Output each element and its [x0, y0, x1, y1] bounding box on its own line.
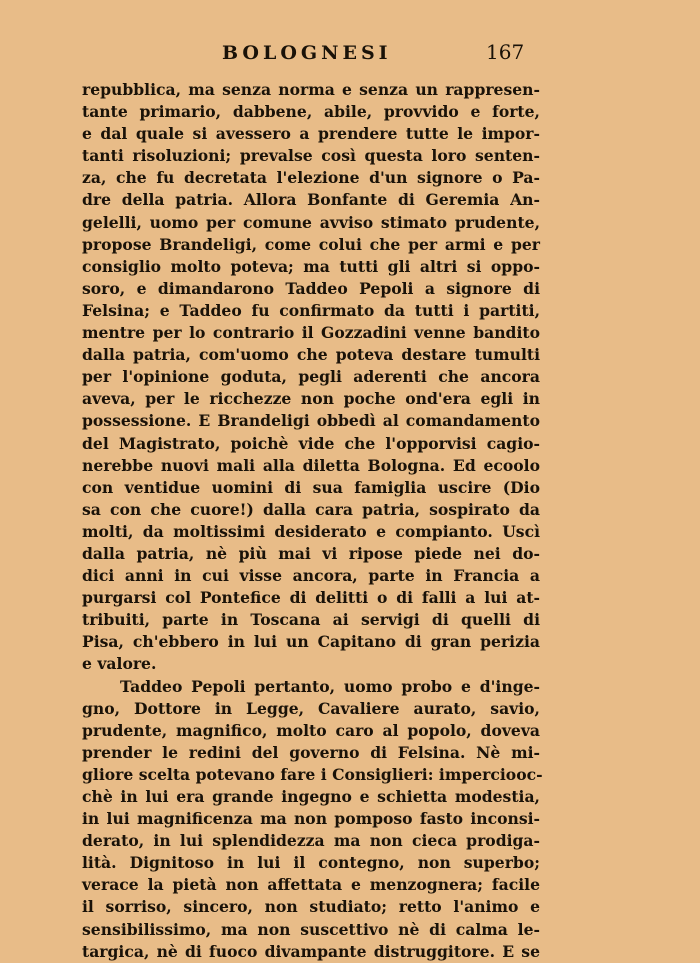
text-line: gliore scelta potevano fare i Consiglieri: imperciooc- — [82, 764, 543, 784]
text-line: Felsina; e Taddeo fu confirmato da tutti i partiti, — [82, 300, 540, 320]
text-line: e valore. — [82, 654, 157, 674]
text-line: prudente, magnifico, molto caro al popolo, doveva — [82, 720, 540, 740]
text-line: in lui magnificenza ma non pomposo fasto inconsi- — [82, 809, 540, 829]
text-line: e dal quale si avessero a prendere tutte le impor- — [82, 124, 540, 144]
text-line: molti, da moltissimi desiderato e compianto. Uscì — [82, 521, 540, 541]
text-line: chè in lui era grande ingegno e schietta modestia, — [82, 787, 540, 806]
text-line: tante primario, dabbene, abile, provvido e forte, — [82, 102, 540, 122]
text-line: soro, e dimandarono Taddeo Pepoli a signore di — [82, 278, 540, 298]
text-line: mentre per lo contrario il Gozzadini venne bandito — [82, 323, 540, 343]
text-line: purgarsi col Pontefice di delitti o di falli a lui at- — [82, 588, 540, 608]
text-line: gelelli, uomo per comune avviso stimato prudente, — [82, 212, 540, 232]
text-line: con ventidue uomini di sua famiglia uscire (Dio — [82, 477, 540, 497]
text-line: il sorriso, sincero, non studiato; retto l'animo e — [82, 897, 540, 917]
text-line: targica, nè di fuoco divampante distruggitore. E se — [82, 941, 540, 961]
text-line: verace la pietà non affettata e menzognera; facile — [82, 875, 540, 895]
text-line: lità. Dignitoso in lui il contegno, non superbo; — [82, 853, 540, 873]
text-line: sa con che cuore!) dalla cara patria, sospirato da — [82, 499, 540, 519]
text-line: dalla patria, nè più mai vi ripose piede nei do- — [82, 543, 540, 563]
text-line: prender le redini del governo di Felsina. Nè mi- — [82, 742, 540, 762]
paragraph — [82, 79, 540, 676]
text-line: Taddeo Pepoli pertanto, uomo probo e d'inge- — [120, 676, 540, 696]
text-line: del Magistrato, poichè vide che l'opporvisi cagio- — [82, 433, 540, 453]
text-line: za, che fu decretata l'elezione d'un signore o Pa- — [82, 168, 540, 188]
text-line: Pisa, ch'ebbero in lui un Capitano di gran perizia — [82, 632, 540, 652]
text-line: tanti risoluzioni; prevalse così questa loro senten- — [82, 146, 540, 166]
page-number: 167 — [486, 40, 525, 64]
text-line: aveva, per le ricchezze non poche ond'era egli in — [82, 389, 540, 409]
text-line: dici anni in cui visse ancora, parte in Francia a — [82, 566, 540, 586]
text-line: gno, Dottore in Legge, Cavaliere aurato, savio, — [82, 698, 540, 718]
text-line: possessione. E Brandeligi obbedì al comandamento — [82, 411, 540, 431]
text-line: propose Brandeligi, come colui che per armi e per — [82, 234, 540, 254]
text-line: per l'opinione goduta, pegli aderenti che ancora — [82, 367, 540, 387]
text-line: dalla patria, com'uomo che poteva destare tumulti — [82, 345, 540, 365]
text-line: dre della patria. Allora Bonfante di Geremia An- — [82, 190, 540, 210]
text-line: derato, in lui splendidezza ma non cieca prodiga- — [82, 831, 540, 851]
text-line: consiglio molto poteva; ma tutti gli altri si oppo- — [82, 256, 540, 276]
text-line: repubblica, ma senza norma e senza un rappresen- — [82, 80, 540, 99]
text-line: tribuiti, parte in Toscana ai servigi di quelli di — [82, 610, 540, 630]
text-line: sensibilissimo, ma non suscettivo nè di calma le- — [82, 919, 540, 939]
text-line: nerebbe nuovi mali alla diletta Bologna. Ed ecoolo — [82, 455, 540, 475]
paragraph — [82, 676, 543, 963]
running-title: BOLOGNESI — [222, 42, 392, 64]
body-text — [82, 79, 543, 963]
